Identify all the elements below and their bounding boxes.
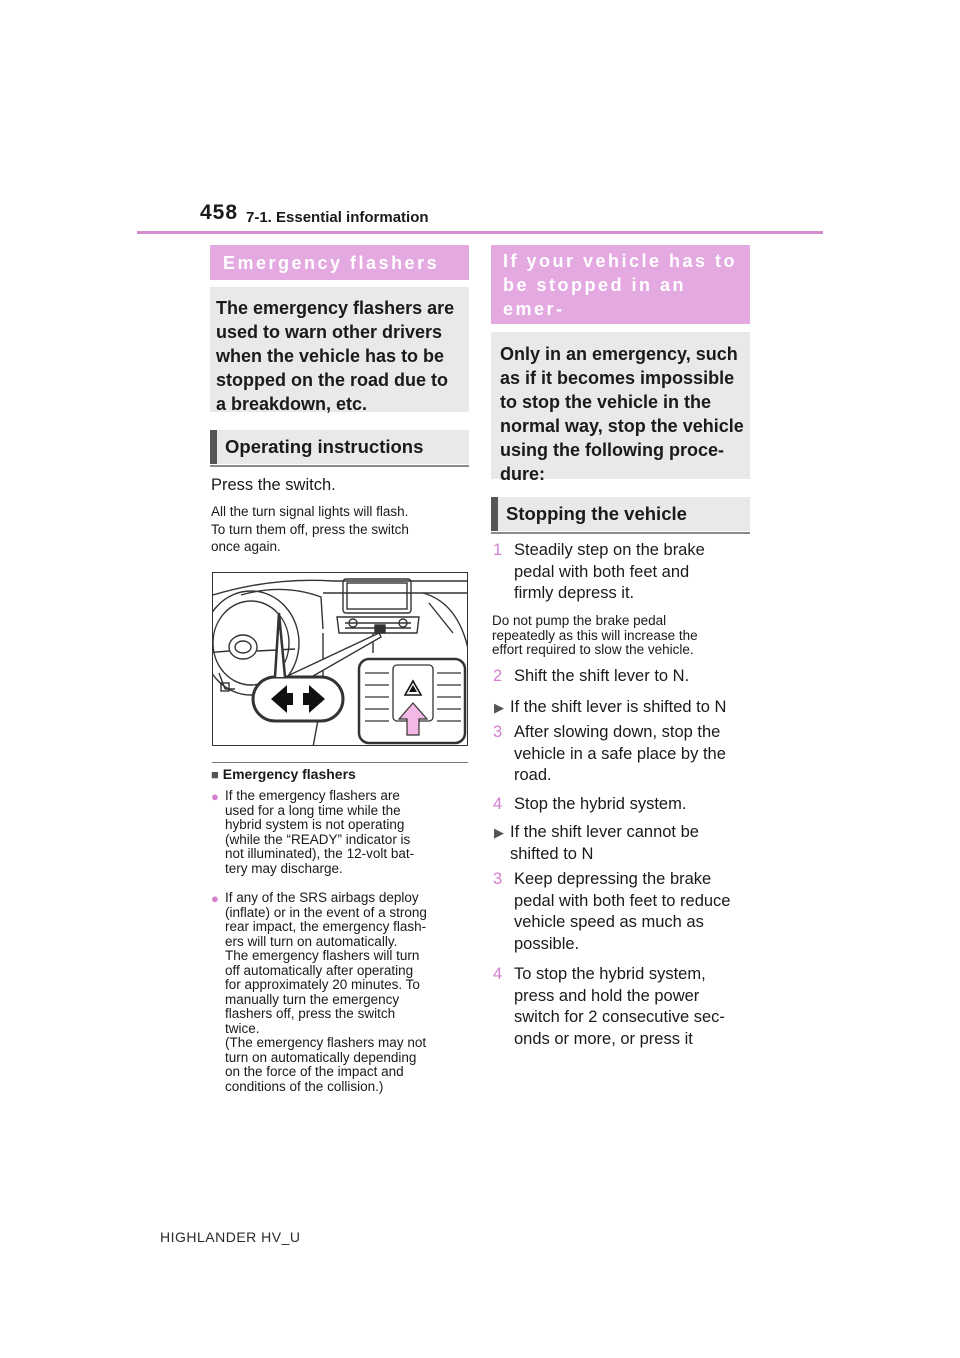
intro-line: Only in an emergency, such bbox=[500, 344, 738, 364]
step-4b bbox=[493, 964, 753, 1050]
step-line: road. bbox=[514, 766, 552, 784]
triangle-bullet-icon: ▶ bbox=[494, 700, 504, 715]
dashboard-illustration bbox=[212, 572, 468, 746]
press-note-line: To turn them off, press the switch bbox=[211, 521, 409, 537]
case-line: If the shift lever cannot be bbox=[510, 823, 699, 841]
case-line: If the shift lever is shifted to N bbox=[510, 698, 727, 716]
note-line: ers will turn on automatically. bbox=[225, 933, 398, 949]
step-number: 3 bbox=[493, 723, 503, 741]
banner-stop-in-emergency bbox=[491, 245, 750, 324]
subhead-stopping-vehicle: Stopping the vehicle bbox=[491, 497, 750, 531]
footer-model: HIGHLANDER HV_U bbox=[160, 1229, 301, 1245]
note-line: manually turn the emergency bbox=[225, 991, 400, 1007]
note-line: The emergency flashers will turn bbox=[225, 948, 420, 963]
note-line: used for a long time while the bbox=[225, 802, 401, 818]
note-line: flashers off, press the switch bbox=[225, 1006, 396, 1021]
step-3b bbox=[493, 869, 753, 955]
press-instruction: Press the switch. bbox=[211, 476, 336, 494]
subhead-rule bbox=[491, 532, 750, 534]
step-line: After slowing down, stop the bbox=[514, 723, 721, 741]
note-line: on the force of the impact and bbox=[225, 1064, 404, 1079]
note-line: not illuminated), the 12-volt bat- bbox=[225, 846, 415, 861]
step-line: vehicle in a safe place by the bbox=[514, 744, 726, 763]
step-line: To stop the hybrid system, bbox=[514, 965, 706, 983]
triangle-bullet-icon: ▶ bbox=[494, 825, 504, 840]
note-line: repeatedly as this will increase the bbox=[492, 627, 698, 643]
case-line: shifted to N bbox=[510, 844, 594, 863]
note-line: tery may discharge. bbox=[225, 860, 343, 876]
header-rule bbox=[137, 231, 823, 234]
intro-line: when the vehicle has to be bbox=[216, 346, 445, 366]
intro-line: using the following proce- bbox=[500, 440, 724, 460]
case-cannot-shift bbox=[494, 822, 754, 865]
note-line: effort required to slow the vehicle. bbox=[492, 642, 694, 657]
step-line: Shift the shift lever to N. bbox=[514, 667, 690, 685]
notes-title bbox=[211, 766, 356, 784]
step-number: 1 bbox=[493, 541, 503, 559]
subhead-rule bbox=[210, 465, 469, 467]
note-line: rear impact, the emergency flash- bbox=[225, 919, 427, 934]
notes-title-text: Emergency flashers bbox=[222, 766, 356, 782]
step-1-note bbox=[492, 614, 698, 658]
step-4a bbox=[493, 794, 753, 816]
banner-emergency-flashers: Emergency flashers bbox=[210, 245, 469, 280]
step-line: onds or more, or press it bbox=[514, 1029, 693, 1048]
step-line: vehicle speed as much as bbox=[514, 913, 704, 931]
intro-line: stopped on the road due to bbox=[216, 370, 448, 390]
step-number: 3 bbox=[493, 870, 503, 888]
step-line: Stop the hybrid system. bbox=[514, 795, 687, 813]
step-line: possible. bbox=[514, 934, 580, 953]
intro-line: to stop the vehicle in the bbox=[500, 392, 712, 412]
note-line: twice. bbox=[225, 1020, 260, 1036]
step-number: 4 bbox=[493, 795, 503, 813]
intro-line: as if it becomes impossible bbox=[500, 368, 735, 388]
case-shifted-to-n bbox=[494, 697, 754, 719]
intro-line: normal way, stop the vehicle bbox=[500, 416, 744, 436]
intro-line: dure: bbox=[500, 464, 545, 484]
press-note-line: All the turn signal lights will flash. bbox=[211, 504, 409, 519]
step-line: switch for 2 consecutive sec- bbox=[514, 1008, 725, 1026]
banner-line: If your vehicle has to bbox=[503, 251, 738, 271]
note-line: If any of the SRS airbags deploy bbox=[225, 890, 419, 905]
step-3a bbox=[493, 722, 753, 787]
press-note-line: once again. bbox=[211, 539, 281, 554]
note-line: Do not pump the brake pedal bbox=[492, 613, 667, 628]
page-number: 458 bbox=[200, 201, 239, 224]
step-1 bbox=[493, 540, 753, 605]
step-line: firmly depress it. bbox=[514, 584, 635, 602]
note-line: (while the “READY” indicator is bbox=[225, 831, 411, 847]
note-line: (inflate) or in the event of a strong bbox=[225, 904, 427, 920]
section-title: 7-1. Essential information bbox=[246, 209, 429, 226]
step-line: pedal with both feet to reduce bbox=[514, 891, 731, 910]
banner-line: be stopped in an emer- bbox=[503, 275, 687, 319]
emergency-intro-box bbox=[491, 332, 750, 484]
step-line: Steadily step on the brake bbox=[514, 541, 705, 559]
dashboard-drawing bbox=[213, 573, 468, 746]
step-number: 2 bbox=[493, 667, 503, 685]
step-line: press and hold the power bbox=[514, 986, 700, 1005]
illustration-rule bbox=[212, 762, 468, 763]
intro-box bbox=[210, 287, 469, 412]
intro-line: a breakdown, etc. bbox=[216, 394, 368, 414]
note-line: hybrid system is not operating bbox=[225, 817, 405, 832]
step-number: 4 bbox=[493, 965, 503, 983]
step-2 bbox=[493, 666, 753, 688]
square-bullet-icon: ■ bbox=[211, 767, 219, 782]
note-line: off automatically after operating bbox=[225, 962, 414, 978]
note-line: turn on automatically depending bbox=[225, 1049, 417, 1065]
note-line: for approximately 20 minutes. To bbox=[225, 977, 420, 992]
step-line: Keep depressing the brake bbox=[514, 870, 712, 888]
subhead-operating-instructions: Operating instructions bbox=[210, 430, 469, 464]
step-line: pedal with both feet and bbox=[514, 562, 690, 581]
press-note bbox=[211, 503, 409, 556]
circle-bullet-icon: ● bbox=[211, 789, 219, 804]
note-line: If the emergency flashers are bbox=[225, 788, 400, 803]
note-line: conditions of the collision.) bbox=[225, 1078, 384, 1094]
intro-line: The emergency flashers are bbox=[216, 298, 455, 318]
circle-bullet-icon: ● bbox=[211, 891, 219, 906]
note-line: (The emergency flashers may not bbox=[225, 1035, 427, 1050]
intro-line: used to warn other drivers bbox=[216, 322, 443, 342]
